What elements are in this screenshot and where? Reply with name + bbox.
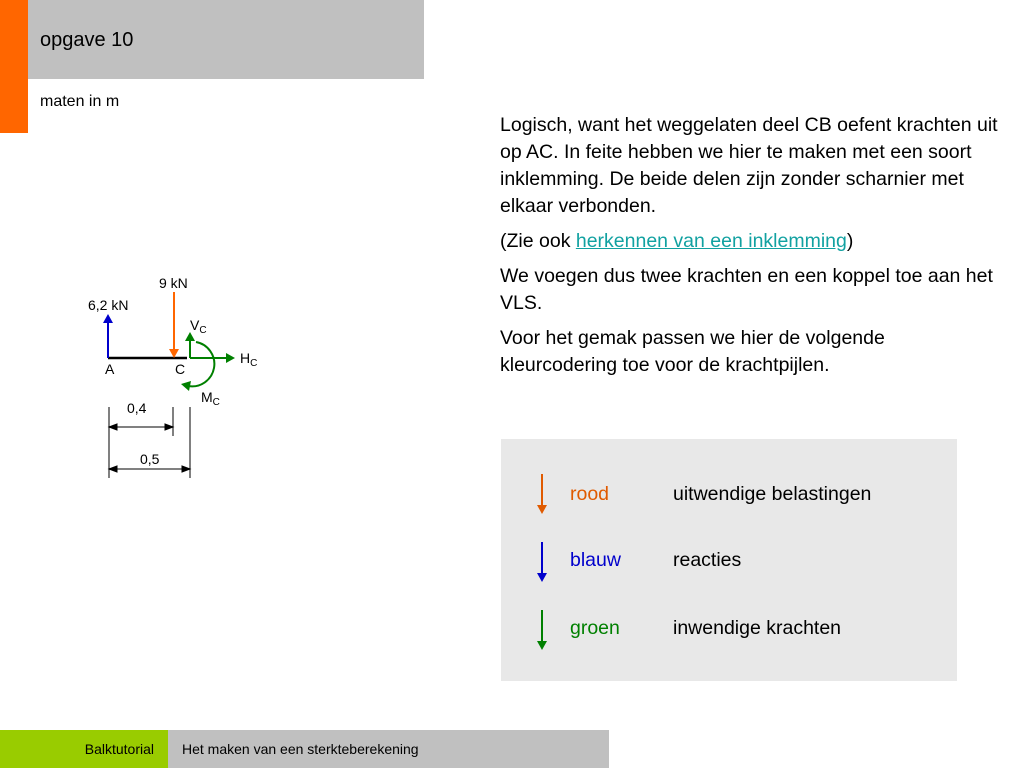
point-c-label: C	[175, 361, 186, 377]
explanation-text	[500, 112, 1000, 387]
mc-label: $M_C$	[201, 389, 220, 408]
reaction-label: 6,2 kN	[88, 297, 129, 313]
footer-left-bar	[0, 730, 168, 768]
footer-tutorial-name: Balktutorial	[84, 741, 154, 757]
vc-arrow	[185, 332, 195, 358]
slide-subtitle: maten in m	[40, 93, 120, 110]
green-arrow-icon	[535, 609, 549, 651]
legend-desc-red: uitwendige belastingen	[673, 483, 872, 505]
reaction-arrow-a	[103, 314, 113, 358]
paragraph-3: We voegen dus twee krachten en een koppel toe aan het VLS.	[500, 265, 993, 314]
load-label: 9 kN	[159, 275, 188, 291]
legend-color-green: groen	[570, 617, 620, 639]
footer-right-bar	[168, 730, 609, 768]
legend-row-red	[501, 473, 957, 513]
red-arrow-icon	[535, 473, 549, 515]
paragraph-2: (Zie ook herkennen van een inklemming)	[500, 230, 854, 252]
dimension-0-4: 0,4	[127, 400, 147, 416]
legend-color-blue: blauw	[570, 549, 621, 571]
vc-label: $V_C$	[190, 317, 207, 336]
paragraph-1: Logisch, want het weggelaten deel CB oefent krachten uit op AC. In feite hebben we hier te maken met een soort inklemming. De beide delen zijn zonder scharnier met elkaar verbonden.	[500, 114, 998, 217]
legend-row-green	[501, 609, 957, 649]
blue-arrow-icon	[535, 541, 549, 583]
paragraph-4: Voor het gemak passen we hier de volgende kleurcodering toe voor de krachtpijlen.	[500, 327, 885, 376]
hc-label: $H_C$	[240, 350, 258, 369]
dimension-lines	[109, 407, 190, 478]
dimension-0-5: 0,5	[140, 451, 160, 467]
slide-title: opgave 10	[40, 29, 134, 51]
accent-bar	[0, 0, 28, 133]
legend-desc-green: inwendige krachten	[673, 617, 842, 639]
footer-topic: Het maken van een sterkteberekening	[182, 741, 419, 757]
legend-row-blue	[501, 541, 957, 581]
legend-desc-blue: reacties	[673, 549, 742, 571]
load-arrow	[169, 292, 179, 358]
point-a-label: A	[105, 361, 115, 377]
mc-moment-arc	[181, 342, 214, 391]
title-box	[28, 0, 424, 79]
legend-color-red: rood	[570, 483, 610, 505]
color-legend	[501, 439, 957, 681]
free-body-diagram	[60, 270, 310, 490]
inklemming-link[interactable]: herkennen van een inklemming	[575, 230, 847, 252]
